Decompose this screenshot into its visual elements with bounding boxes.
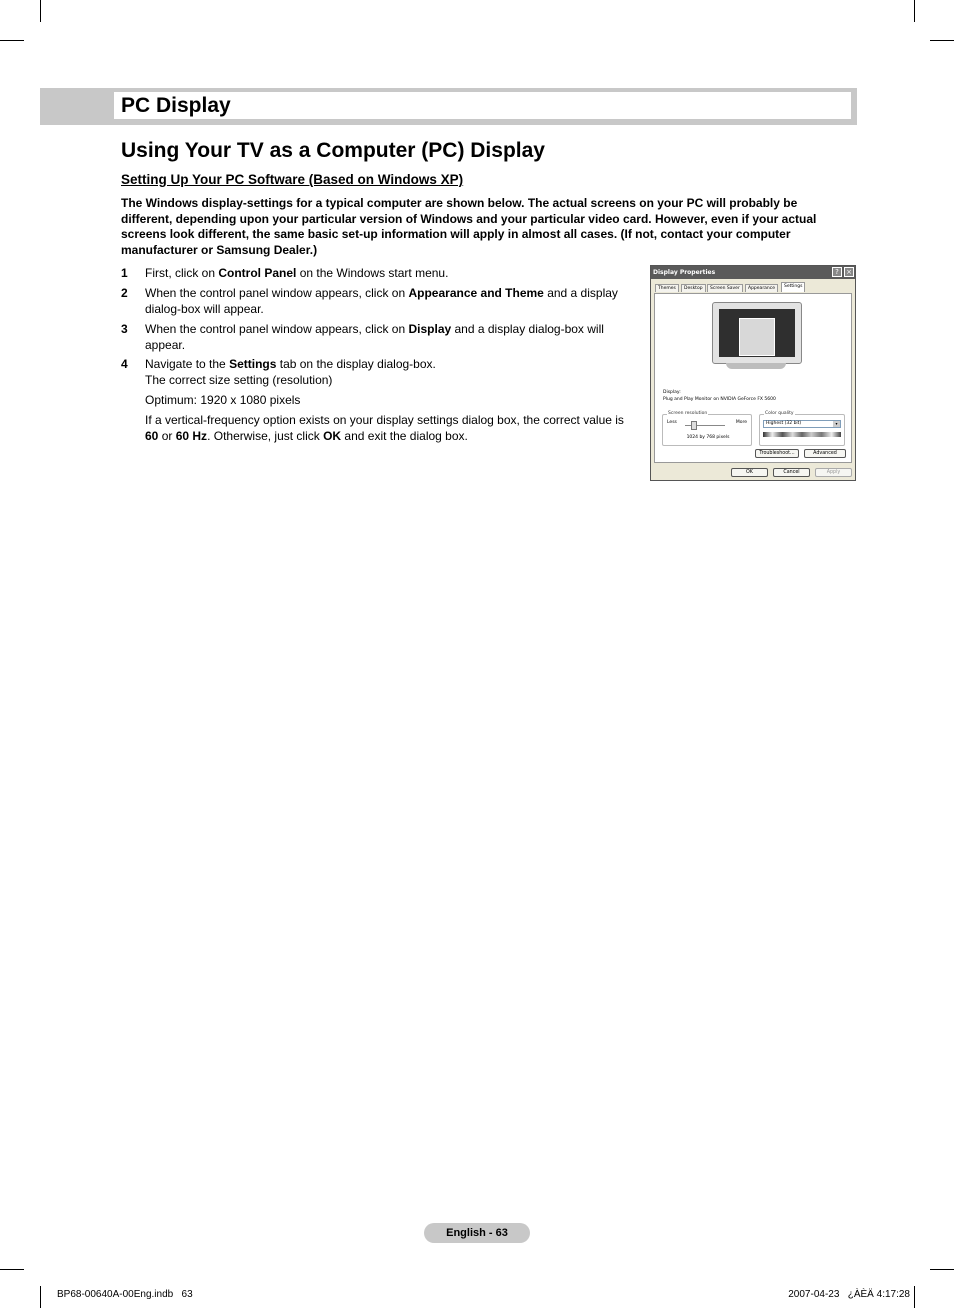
step-text-part: tab on the display dialog-box. [276,357,436,371]
dialog-titlebar [651,266,855,279]
tab-themes[interactable]: Themes [655,284,679,292]
footer-file: BP68-00640A-00Eng.indb 63 [57,1289,193,1300]
resolution-value: 1024 by 768 pixels [686,435,730,440]
vertical-frequency-note [145,412,636,444]
step-keyword: 60 [145,429,159,443]
step-text-part: When the control panel window appears, click on [145,322,409,336]
more-label: More [735,420,747,425]
monitor-bezel [712,302,802,364]
crop-mark [914,0,915,22]
step-text-part: or [158,429,176,443]
page-title: Using Your TV as a Computer (PC) Display [121,139,545,162]
tab-screen-saver[interactable]: Screen Saver [707,284,743,292]
chevron-down-icon[interactable]: ▾ [833,421,840,427]
step-text [145,321,636,353]
step-number: 4 [121,357,128,371]
step-keyword: OK [323,429,342,443]
crop-mark [930,1269,954,1270]
troubleshoot-button[interactable]: Troubleshoot... [755,449,799,458]
advanced-button[interactable]: Advanced [804,449,846,458]
step-text-part: If a vertical-frequency option exists on your display settings dialog box, the correct value is [145,413,624,427]
step-text-part: and a display dialog-box will appear. [145,322,604,352]
crop-mark [0,40,24,41]
monitor-stand [726,363,786,369]
resolution-slider-thumb[interactable] [691,421,697,430]
display-properties-dialog [650,265,856,481]
step-text-part: Navigate to the [145,357,230,371]
display-label: Display: [663,390,681,395]
step-text-part: First, click on [145,266,219,280]
crop-mark [914,1286,915,1308]
tab-appearance[interactable]: Appearance [745,284,778,292]
step-keyword: Settings [229,357,277,371]
monitor-screen [719,309,795,357]
step-number: 1 [121,266,128,280]
step-text-part: When the control panel window appears, click on [145,286,409,300]
subsection-title: Setting Up Your PC Software (Based on Windows XP) [121,172,464,187]
step-keyword: Appearance and Theme [408,286,544,300]
page-number-badge [424,1223,530,1243]
step-text-part: and a display dialog-box will appear. [145,286,618,316]
less-label: Less [667,420,677,425]
step-number: 2 [121,286,128,300]
intro-paragraph: The Windows display-settings for a typical computer are shown below. The actual screens on your PC will probably be different, depending upon your particular version of Windows and your particular video card. However, even if your actual screens look different, the same basic set-up information will apply in almost all cases. (If not, contact your computer manufacturer or Samsung Dealer.) [121,196,817,257]
ok-button[interactable]: OK [731,468,768,477]
monitor-window-preview [739,318,775,356]
step-text-part: on the Windows start menu. [296,266,449,280]
footer-date: 2007-04-23 ¿ÀÈÄ 4:17:28 [788,1289,910,1300]
page-number: English - 63 [446,1227,508,1239]
step-keyword: Control Panel [218,266,297,280]
color-quality-select[interactable] [763,420,841,428]
optimum-resolution: Optimum: 1920 x 1080 pixels [145,393,301,407]
step-text [145,356,636,444]
tab-settings[interactable]: Settings [781,282,805,292]
color-quality-value: Highest (32 bit) [766,421,802,426]
step-number: 3 [121,322,128,336]
color-preview-bar [763,432,841,437]
crop-mark [40,1286,41,1308]
step-text [145,265,636,281]
step-keyword: Display [408,322,452,336]
crop-mark [0,1269,24,1270]
close-button[interactable]: × [844,267,854,277]
resolution-note: The correct size setting (resolution) [145,373,333,387]
cancel-button[interactable]: Cancel [773,468,810,477]
crop-mark [40,0,41,22]
step-text [145,285,636,317]
screen-resolution-group [662,411,752,446]
step-text-part: . Otherwise, just click [207,429,324,443]
step-keyword: 60 Hz [175,429,208,443]
tab-desktop[interactable]: Desktop [681,284,706,292]
crop-mark [930,40,954,41]
settings-panel [654,293,852,463]
display-device: Plug and Play Monitor on NVIDIA GeForce FX 5600 [663,397,776,402]
dialog-title: Display Properties [653,269,716,276]
apply-button[interactable]: Apply [815,468,852,477]
section-title: PC Display [121,94,231,117]
screen-resolution-label: Screen resolution [668,411,708,416]
step-text-part: and exit the dialog box. [341,429,468,443]
monitor-preview [712,302,802,368]
help-button[interactable]: ? [832,267,842,277]
color-quality-label: Color quality [765,411,794,416]
color-quality-group [759,411,845,446]
